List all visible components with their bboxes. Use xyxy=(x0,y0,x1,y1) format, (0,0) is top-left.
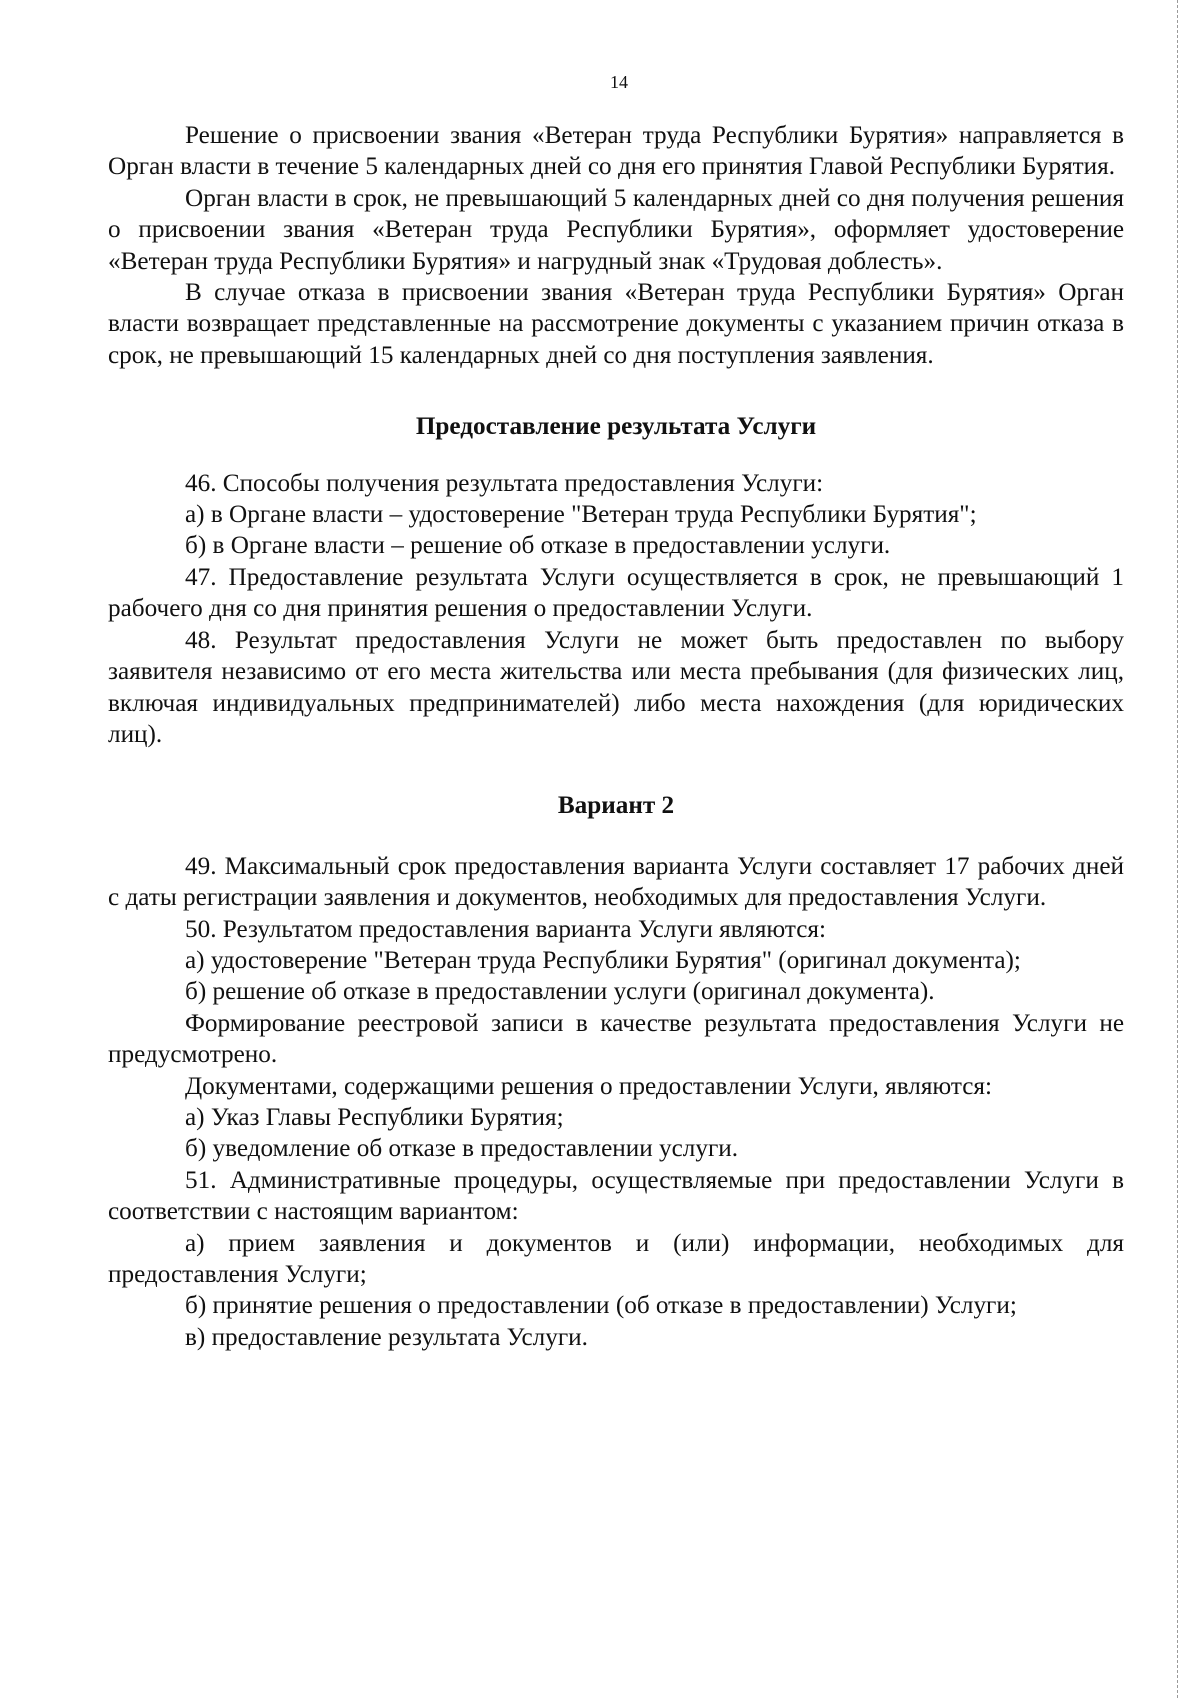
paragraph: в) предоставление результата Услуги. xyxy=(185,1323,588,1351)
paragraph: б) принятие решения о предоставлении (об отказе в предоставлении) Услуги; xyxy=(185,1292,1017,1320)
paragraph: а) прием заявления и документов и (или) информации, необходимых для предоставления Услуги; xyxy=(108,1229,1124,1288)
paragraph: Формирование реестровой записи в качестве результата предоставления Услуги не предусмотрено. xyxy=(108,1009,1124,1069)
paragraph: 46. Способы получения результата предоставления Услуги: xyxy=(185,469,824,497)
paragraph: б) в Органе власти – решение об отказе в предоставлении услуги. xyxy=(185,532,891,560)
paragraph: 47. Предоставление результата Услуги осуществляется в срок, не превышающий 1 рабочего дня со дня принятия решения о предоставлении Услуги. xyxy=(108,563,1124,623)
paragraph: б) уведомление об отказе в предоставлении услуги. xyxy=(185,1135,739,1163)
page-edge-line xyxy=(1177,0,1178,1698)
paragraph: а) в Органе власти – удостоверение "Ветеран труда Республики Бурятия"; xyxy=(185,501,977,529)
paragraph: а) удостоверение "Ветеран труда Республики Бурятия" (оригинал документа); xyxy=(185,946,1021,974)
paragraph: Документами, содержащими решения о предоставлении Услуги, являются: xyxy=(185,1072,992,1100)
paragraph: Орган власти в срок, не превышающий 5 календарных дней со дня получения решения о присвоении звания «Ветеран труда Республики Бурятия», оформляет удостоверение «Ветеран труда Республики Бурятия» и нагрудный знак «Трудовая доблесть». xyxy=(108,184,1124,275)
paragraph: 51. Административные процедуры, осуществляемые при предоставлении Услуги в соответствии с настоящим вариантом: xyxy=(108,1166,1124,1226)
paragraph: 48. Результат предоставления Услуги не может быть предоставлен по выбору заявителя независимо от его места жительства или места пребывания (для физических лиц, включая индивидуальных предпринимателей) либо места нахождения (для юридических лиц). xyxy=(108,626,1124,748)
paragraph: а) Указ Главы Республики Бурятия; xyxy=(185,1103,564,1131)
section-heading-result: Предоставление результата Услуги xyxy=(415,413,817,441)
paragraph: б) решение об отказе в предоставлении услуги (оригинал документа). xyxy=(185,978,935,1006)
document-body xyxy=(108,120,1124,1353)
paragraph: 49. Максимальный срок предоставления варианта Услуги составляет 17 рабочих дней с даты регистрации заявления и документов, необходимых для предоставления Услуги. xyxy=(108,852,1124,912)
page-number: 14 xyxy=(610,72,628,92)
section-heading-variant-2: Вариант 2 xyxy=(557,792,675,820)
paragraph: Решение о присвоении звания «Ветеран труда Республики Бурятия» направляется в Орган власти в течение 5 календарных дней со дня его принятия Главой Республики Бурятия. xyxy=(108,122,1124,181)
paragraph: В случае отказа в присвоении звания «Ветеран труда Республики Бурятия» Орган власти возвращает представленные на рассмотрение документы с указанием причин отказа в срок, не превышающий 15 календарных дней со дня поступления заявления. xyxy=(108,279,1124,369)
paragraph: 50. Результатом предоставления варианта Услуги являются: xyxy=(185,915,826,943)
